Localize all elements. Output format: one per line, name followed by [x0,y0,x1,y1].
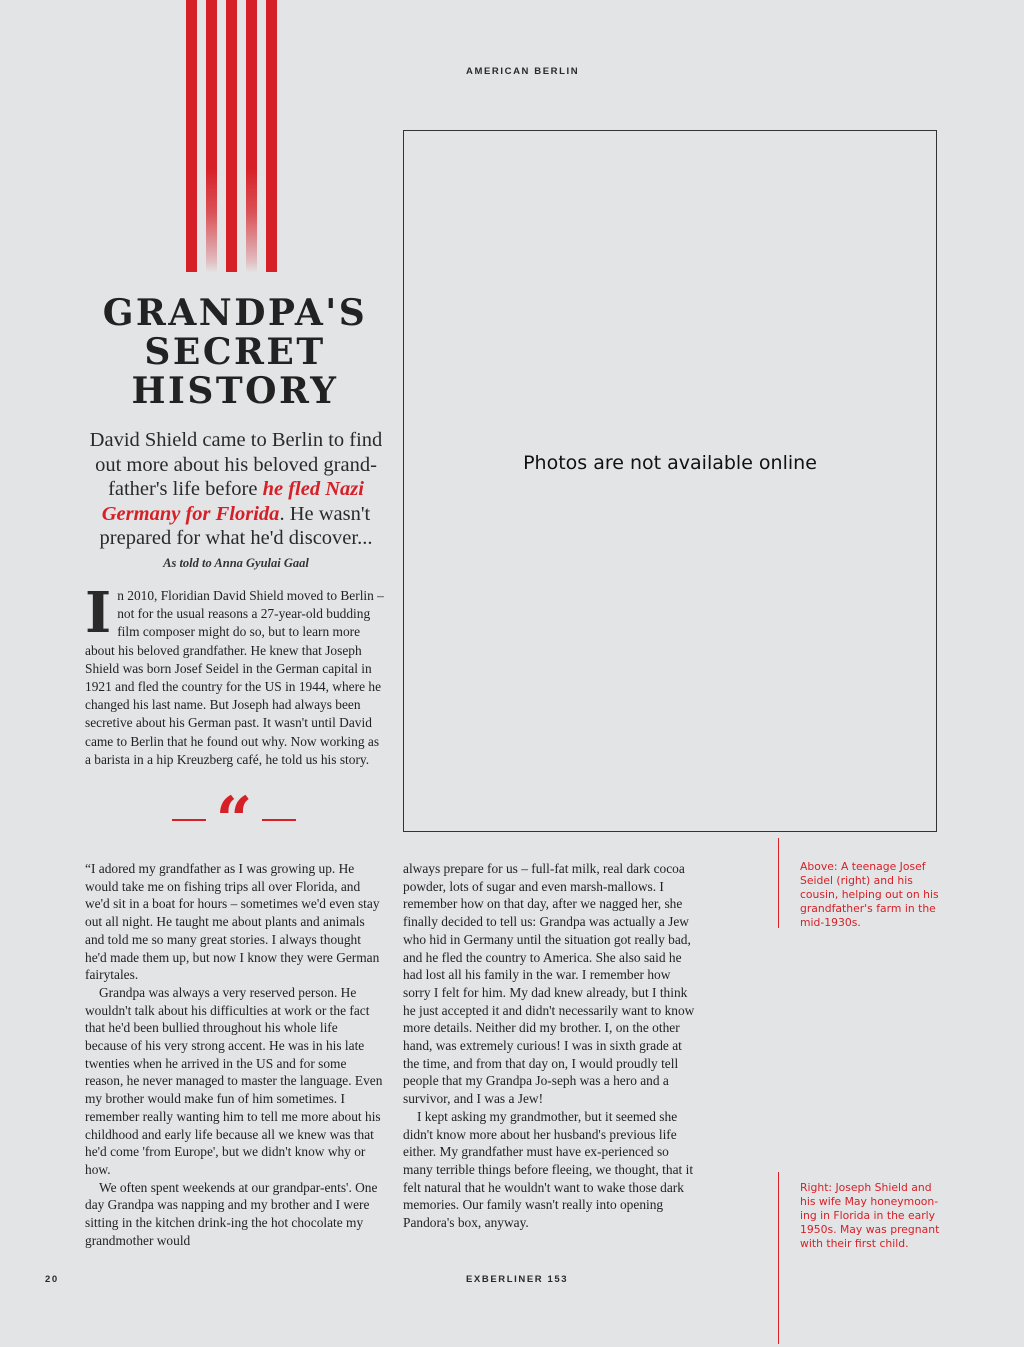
article-title [90,294,380,411]
quote-mark-icon: “ [215,783,253,858]
red-stripes-decoration [186,0,278,272]
body-paragraph: Grandpa was always a very reserved person. He wouldn't talk about his difficulties at work or the fact that he'd been bullied throughout his whole life because of his very strong accent. He was in his late twenties when he arrived in the US and for some reason, he never managed to master the language. Even my brother would make fun of him sometimes. I remember really wanting him to tell me more about his childhood and early life because all we knew was that he'd come 'from Europe', but we didn't know why or how. [85,984,383,1177]
stripe [206,0,217,272]
stripe [186,0,197,272]
divider-line [262,819,296,821]
stripe [246,0,257,272]
body-paragraph: I kept asking my grandmother, but it seemed she didn't know more about her husband's previous life either. My grandfather must have ex-perienced so many terrible things before fleeing, we thought, that it felt natural that he wouldn't want to wake those dark memories. Our family wasn't really into opening Pandora's box, anyway. [403,1108,694,1231]
title-line: SECRET [144,331,326,373]
page-number: 20 [45,1274,59,1285]
deck-text: David Shield came to Berlin to find out more about his beloved grand-father's life before [89,429,383,500]
body-paragraph: always prepare for us – full-fat milk, real dark cocoa powder, lots of sugar and even marsh-mallows. I remember how on that day, after we nagged her, she finally decided to tell us: Grandpa was actually a Jew who hid in Germany until the situation got really bad, and he fled the country to America. She also said he had lost all his family in the war. I remember how sorry I felt for him. My dad knew already, but I think he just accepted it and didn't necessarily want to know more details. Neither did my brother. I, on the other hand, was extremely curious! I was in sixth grade at the time, and from that day on, I would proudly tell people that my Grandpa Jo-seph was a hero and a survivor, and I was a Jew! [403,861,695,1107]
publication-name: EXBERLINER 153 [466,1274,569,1285]
stripe [226,0,237,272]
stripe [266,0,277,272]
section-label: AMERICAN BERLIN [466,66,580,77]
photo-unavailable-note: Photos are not available online [523,452,817,474]
caption-rule [778,1172,779,1344]
drop-cap: I [85,580,112,646]
title-line: GRANDPA'S [102,292,368,334]
intro-text: n 2010, Floridian David Shield moved to Berlin – not for the usual reasons a 27-year-old budding film composer might do so, but to learn more about his beloved grandfather. He knew that Joseph Shield was born Josef Seidel in the German capital in 1921 and fled the country for the US in 1944, where he changed his last name. But Joseph had always been secretive about his German past. It wasn't until David came to Berlin that he found out why. Now working as a barista in a hip Kreuzberg café, he told us his story. [85,588,384,767]
title-line: HISTORY [131,370,339,412]
photo-caption-above: Above: A teenage Josef Seidel (right) and his cousin, helping out on his grandfather's farm in the mid-1930s. [800,860,939,929]
body-column-1 [85,860,383,1249]
deck-text: . He wasn't prepared for what he'd discover... [99,502,373,549]
caption-rule [778,838,779,928]
article-deck [86,428,386,551]
body-column-2 [403,860,701,1232]
divider-line [172,819,206,821]
photo-placeholder [403,130,937,832]
byline: As told to Anna Gyulai Gaal [163,556,309,570]
intro-paragraph [85,580,385,769]
body-paragraph: “I adored my grandfather as I was growing up. He would take me on fishing trips all over Florida, and we'd sit in a boat for hours – sometimes we'd even stay out all night. He taught me about plants and animals and told me so many great stories. I always thought he'd made them up, but now I know they were German fairytales. [85,861,380,983]
photo-caption-right: Right: Joseph Shield and his wife May honeymoon-ing in Florida in the early 1950s. May was pregnant with their first child. [800,1181,940,1250]
quote-divider [172,783,296,858]
deck-highlight: he fled Nazi Germany for Florida [101,478,364,525]
body-paragraph: We often spent weekends at our grandpar-ents'. One day Grandpa was napping and my brother and I were sitting in the kitchen drink-ing the hot chocolate my grandmother would [85,1179,378,1248]
